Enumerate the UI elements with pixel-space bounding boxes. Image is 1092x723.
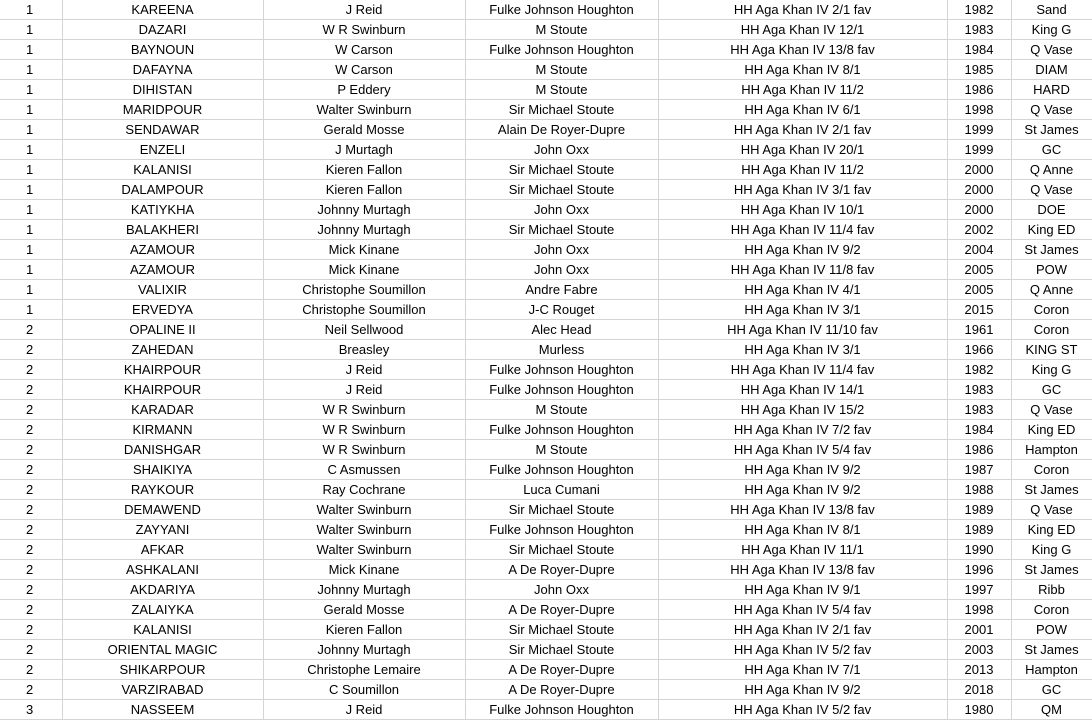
table-row <box>0 200 1092 220</box>
trainer-cell[interactable]: J-C Rouget <box>465 300 658 320</box>
position-cell[interactable]: 1 <box>0 100 62 120</box>
table-row <box>0 320 1092 340</box>
horse-cell[interactable]: ORIENTAL MAGIC <box>62 640 263 660</box>
table-row <box>0 560 1092 580</box>
trainer-cell[interactable]: Fulke Johnson Houghton <box>465 460 658 480</box>
table-row <box>0 340 1092 360</box>
trainer-cell[interactable]: A De Royer-Dupre <box>465 660 658 680</box>
horse-cell[interactable]: VARZIRABAD <box>62 680 263 700</box>
table-row <box>0 260 1092 280</box>
jockey-cell[interactable]: Neil Sellwood <box>263 320 465 340</box>
trainer-cell[interactable]: A De Royer-Dupre <box>465 560 658 580</box>
table-row <box>0 620 1092 640</box>
race-cell[interactable]: Q Vase <box>1011 180 1092 200</box>
horse-cell[interactable]: ZAYYANI <box>62 520 263 540</box>
trainer-cell[interactable]: Sir Michael Stoute <box>465 640 658 660</box>
jockey-cell[interactable]: Christophe Soumillon <box>263 300 465 320</box>
owner-odds-cell[interactable]: HH Aga Khan IV 11/4 fav <box>658 360 947 380</box>
year-cell[interactable]: 1961 <box>947 320 1011 340</box>
owner-odds-cell[interactable]: HH Aga Khan IV 3/1 <box>658 300 947 320</box>
race-cell[interactable]: King G <box>1011 360 1092 380</box>
trainer-cell[interactable]: Fulke Johnson Houghton <box>465 360 658 380</box>
horse-cell[interactable]: KIRMANN <box>62 420 263 440</box>
jockey-cell[interactable]: W Carson <box>263 60 465 80</box>
trainer-cell[interactable]: M Stoute <box>465 20 658 40</box>
year-cell[interactable]: 1983 <box>947 20 1011 40</box>
position-cell[interactable]: 2 <box>0 320 62 340</box>
horse-cell[interactable]: KALANISI <box>62 620 263 640</box>
position-cell[interactable]: 1 <box>0 20 62 40</box>
race-cell[interactable]: Q Anne <box>1011 280 1092 300</box>
year-cell[interactable]: 2004 <box>947 240 1011 260</box>
jockey-cell[interactable]: Gerald Mosse <box>263 600 465 620</box>
owner-odds-cell[interactable]: HH Aga Khan IV 11/4 fav <box>658 220 947 240</box>
jockey-cell[interactable]: C Soumillon <box>263 680 465 700</box>
position-cell[interactable]: 2 <box>0 500 62 520</box>
race-cell[interactable]: Ribb <box>1011 580 1092 600</box>
year-cell[interactable]: 1998 <box>947 600 1011 620</box>
position-cell[interactable]: 1 <box>0 120 62 140</box>
owner-odds-cell[interactable]: HH Aga Khan IV 2/1 fav <box>658 620 947 640</box>
race-cell[interactable]: King ED <box>1011 220 1092 240</box>
year-cell[interactable]: 2003 <box>947 640 1011 660</box>
race-cell[interactable]: Q Vase <box>1011 100 1092 120</box>
position-cell[interactable]: 2 <box>0 660 62 680</box>
position-cell[interactable]: 2 <box>0 400 62 420</box>
jockey-cell[interactable]: W Carson <box>263 40 465 60</box>
owner-odds-cell[interactable]: HH Aga Khan IV 20/1 <box>658 140 947 160</box>
year-cell[interactable]: 1989 <box>947 520 1011 540</box>
horse-cell[interactable]: ZAHEDAN <box>62 340 263 360</box>
owner-odds-cell[interactable]: HH Aga Khan IV 6/1 <box>658 100 947 120</box>
year-cell[interactable]: 1982 <box>947 0 1011 20</box>
horse-cell[interactable]: NASSEEM <box>62 700 263 720</box>
table-row <box>0 300 1092 320</box>
table-row <box>0 680 1092 700</box>
horse-cell[interactable]: MARIDPOUR <box>62 100 263 120</box>
horse-cell[interactable]: KATIYKHA <box>62 200 263 220</box>
year-cell[interactable]: 2005 <box>947 280 1011 300</box>
race-cell[interactable]: POW <box>1011 260 1092 280</box>
trainer-cell[interactable]: Fulke Johnson Houghton <box>465 520 658 540</box>
owner-odds-cell[interactable]: HH Aga Khan IV 11/10 fav <box>658 320 947 340</box>
owner-odds-cell[interactable]: HH Aga Khan IV 11/2 <box>658 80 947 100</box>
trainer-cell[interactable]: Luca Cumani <box>465 480 658 500</box>
trainer-cell[interactable]: Murless <box>465 340 658 360</box>
horse-cell[interactable]: ZALAIYKA <box>62 600 263 620</box>
owner-odds-cell[interactable]: HH Aga Khan IV 9/2 <box>658 680 947 700</box>
race-cell[interactable]: GC <box>1011 140 1092 160</box>
trainer-cell[interactable]: Andre Fabre <box>465 280 658 300</box>
trainer-cell[interactable]: Fulke Johnson Houghton <box>465 420 658 440</box>
table-row <box>0 440 1092 460</box>
horse-cell[interactable]: DANISHGAR <box>62 440 263 460</box>
year-cell[interactable]: 1986 <box>947 440 1011 460</box>
race-cell[interactable]: Hampton <box>1011 660 1092 680</box>
year-cell[interactable]: 1982 <box>947 360 1011 380</box>
table-row <box>0 0 1092 20</box>
position-cell[interactable]: 2 <box>0 580 62 600</box>
owner-odds-cell[interactable]: HH Aga Khan IV 11/8 fav <box>658 260 947 280</box>
table-row <box>0 180 1092 200</box>
jockey-cell[interactable]: C Asmussen <box>263 460 465 480</box>
position-cell[interactable]: 2 <box>0 640 62 660</box>
owner-odds-cell[interactable]: HH Aga Khan IV 5/2 fav <box>658 640 947 660</box>
year-cell[interactable]: 2015 <box>947 300 1011 320</box>
race-cell[interactable]: Coron <box>1011 600 1092 620</box>
trainer-cell[interactable]: Alain De Royer-Dupre <box>465 120 658 140</box>
jockey-cell[interactable]: P Eddery <box>263 80 465 100</box>
horse-cell[interactable]: KHAIRPOUR <box>62 360 263 380</box>
jockey-cell[interactable]: Breasley <box>263 340 465 360</box>
position-cell[interactable]: 2 <box>0 380 62 400</box>
trainer-cell[interactable]: Sir Michael Stoute <box>465 160 658 180</box>
horse-cell[interactable]: AZAMOUR <box>62 260 263 280</box>
position-cell[interactable]: 1 <box>0 280 62 300</box>
race-cell[interactable]: DIAM <box>1011 60 1092 80</box>
table-row <box>0 120 1092 140</box>
race-cell[interactable]: GC <box>1011 380 1092 400</box>
horse-cell[interactable]: AKDARIYA <box>62 580 263 600</box>
race-cell[interactable]: Coron <box>1011 460 1092 480</box>
position-cell[interactable]: 1 <box>0 140 62 160</box>
horse-cell[interactable]: AZAMOUR <box>62 240 263 260</box>
jockey-cell[interactable]: W R Swinburn <box>263 440 465 460</box>
position-cell[interactable]: 1 <box>0 180 62 200</box>
jockey-cell[interactable]: Johnny Murtagh <box>263 220 465 240</box>
horse-cell[interactable]: OPALINE II <box>62 320 263 340</box>
table-row <box>0 480 1092 500</box>
trainer-cell[interactable]: M Stoute <box>465 440 658 460</box>
jockey-cell[interactable]: J Reid <box>263 360 465 380</box>
jockey-cell[interactable]: J Reid <box>263 380 465 400</box>
race-cell[interactable]: GC <box>1011 680 1092 700</box>
jockey-cell[interactable]: Mick Kinane <box>263 560 465 580</box>
position-cell[interactable]: 2 <box>0 360 62 380</box>
owner-odds-cell[interactable]: HH Aga Khan IV 8/1 <box>658 520 947 540</box>
race-cell[interactable]: St James <box>1011 560 1092 580</box>
trainer-cell[interactable]: Fulke Johnson Houghton <box>465 0 658 20</box>
race-cell[interactable]: KING ST <box>1011 340 1092 360</box>
jockey-cell[interactable]: Kieren Fallon <box>263 160 465 180</box>
race-cell[interactable]: DOE <box>1011 200 1092 220</box>
jockey-cell[interactable]: W R Swinburn <box>263 420 465 440</box>
horse-cell[interactable]: VALIXIR <box>62 280 263 300</box>
owner-odds-cell[interactable]: HH Aga Khan IV 3/1 <box>658 340 947 360</box>
owner-odds-cell[interactable]: HH Aga Khan IV 5/4 fav <box>658 600 947 620</box>
position-cell[interactable]: 2 <box>0 600 62 620</box>
trainer-cell[interactable]: Alec Head <box>465 320 658 340</box>
jockey-cell[interactable]: Walter Swinburn <box>263 520 465 540</box>
position-cell[interactable]: 1 <box>0 160 62 180</box>
owner-odds-cell[interactable]: HH Aga Khan IV 5/2 fav <box>658 700 947 720</box>
table-row <box>0 640 1092 660</box>
race-cell[interactable]: King G <box>1011 540 1092 560</box>
position-cell[interactable]: 2 <box>0 620 62 640</box>
race-cell[interactable]: St James <box>1011 480 1092 500</box>
trainer-cell[interactable]: John Oxx <box>465 240 658 260</box>
year-cell[interactable]: 2002 <box>947 220 1011 240</box>
race-cell[interactable]: Q Anne <box>1011 160 1092 180</box>
horse-cell[interactable]: SENDAWAR <box>62 120 263 140</box>
year-cell[interactable]: 1997 <box>947 580 1011 600</box>
position-cell[interactable]: 1 <box>0 80 62 100</box>
horse-cell[interactable]: DAZARI <box>62 20 263 40</box>
year-cell[interactable]: 1986 <box>947 80 1011 100</box>
year-cell[interactable]: 1987 <box>947 460 1011 480</box>
table-row <box>0 500 1092 520</box>
year-cell[interactable]: 2018 <box>947 680 1011 700</box>
horse-cell[interactable]: KARADAR <box>62 400 263 420</box>
owner-odds-cell[interactable]: HH Aga Khan IV 11/1 <box>658 540 947 560</box>
position-cell[interactable]: 1 <box>0 260 62 280</box>
trainer-cell[interactable]: Sir Michael Stoute <box>465 220 658 240</box>
table-row <box>0 580 1092 600</box>
table-row <box>0 100 1092 120</box>
table-row <box>0 280 1092 300</box>
jockey-cell[interactable]: Walter Swinburn <box>263 100 465 120</box>
horse-cell[interactable]: DEMAWEND <box>62 500 263 520</box>
jockey-cell[interactable]: Gerald Mosse <box>263 120 465 140</box>
jockey-cell[interactable]: Walter Swinburn <box>263 540 465 560</box>
table-row <box>0 80 1092 100</box>
jockey-cell[interactable]: Christophe Soumillon <box>263 280 465 300</box>
table-row <box>0 360 1092 380</box>
year-cell[interactable]: 1966 <box>947 340 1011 360</box>
jockey-cell[interactable]: Johnny Murtagh <box>263 640 465 660</box>
owner-odds-cell[interactable]: HH Aga Khan IV 3/1 fav <box>658 180 947 200</box>
owner-odds-cell[interactable]: HH Aga Khan IV 13/8 fav <box>658 40 947 60</box>
trainer-cell[interactable]: John Oxx <box>465 580 658 600</box>
position-cell[interactable]: 2 <box>0 460 62 480</box>
horse-cell[interactable]: BAYNOUN <box>62 40 263 60</box>
jockey-cell[interactable]: J Reid <box>263 700 465 720</box>
horse-cell[interactable]: SHAIKIYA <box>62 460 263 480</box>
trainer-cell[interactable]: A De Royer-Dupre <box>465 680 658 700</box>
horse-cell[interactable]: BALAKHERI <box>62 220 263 240</box>
year-cell[interactable]: 1980 <box>947 700 1011 720</box>
year-cell[interactable]: 1984 <box>947 40 1011 60</box>
year-cell[interactable]: 2000 <box>947 200 1011 220</box>
owner-odds-cell[interactable]: HH Aga Khan IV 14/1 <box>658 380 947 400</box>
horse-cell[interactable]: ERVEDYA <box>62 300 263 320</box>
year-cell[interactable]: 1999 <box>947 120 1011 140</box>
owner-odds-cell[interactable]: HH Aga Khan IV 9/2 <box>658 460 947 480</box>
race-cell[interactable]: King ED <box>1011 420 1092 440</box>
position-cell[interactable]: 2 <box>0 480 62 500</box>
trainer-cell[interactable]: Fulke Johnson Houghton <box>465 700 658 720</box>
trainer-cell[interactable]: John Oxx <box>465 200 658 220</box>
trainer-cell[interactable]: M Stoute <box>465 60 658 80</box>
horse-cell[interactable]: KALANISI <box>62 160 263 180</box>
table-row <box>0 20 1092 40</box>
horse-cell[interactable]: DAFAYNA <box>62 60 263 80</box>
year-cell[interactable]: 1984 <box>947 420 1011 440</box>
jockey-cell[interactable]: W R Swinburn <box>263 20 465 40</box>
position-cell[interactable]: 2 <box>0 420 62 440</box>
position-cell[interactable]: 1 <box>0 240 62 260</box>
owner-odds-cell[interactable]: HH Aga Khan IV 10/1 <box>658 200 947 220</box>
trainer-cell[interactable]: Sir Michael Stoute <box>465 180 658 200</box>
race-cell[interactable]: Coron <box>1011 320 1092 340</box>
position-cell[interactable]: 2 <box>0 540 62 560</box>
jockey-cell[interactable]: W R Swinburn <box>263 400 465 420</box>
jockey-cell[interactable]: Kieren Fallon <box>263 620 465 640</box>
trainer-cell[interactable]: Sir Michael Stoute <box>465 540 658 560</box>
table-row <box>0 540 1092 560</box>
trainer-cell[interactable]: John Oxx <box>465 140 658 160</box>
owner-odds-cell[interactable]: HH Aga Khan IV 2/1 fav <box>658 0 947 20</box>
race-cell[interactable]: King ED <box>1011 520 1092 540</box>
jockey-cell[interactable]: Johnny Murtagh <box>263 580 465 600</box>
table-row <box>0 520 1092 540</box>
race-cell[interactable]: St James <box>1011 240 1092 260</box>
owner-odds-cell[interactable]: HH Aga Khan IV 13/8 fav <box>658 500 947 520</box>
race-cell[interactable]: Q Vase <box>1011 40 1092 60</box>
jockey-cell[interactable]: Christophe Lemaire <box>263 660 465 680</box>
table-row <box>0 600 1092 620</box>
owner-odds-cell[interactable]: HH Aga Khan IV 8/1 <box>658 60 947 80</box>
jockey-cell[interactable]: Mick Kinane <box>263 260 465 280</box>
year-cell[interactable]: 2000 <box>947 160 1011 180</box>
race-cell[interactable]: St James <box>1011 640 1092 660</box>
position-cell[interactable]: 1 <box>0 60 62 80</box>
year-cell[interactable]: 1983 <box>947 380 1011 400</box>
owner-odds-cell[interactable]: HH Aga Khan IV 2/1 fav <box>658 120 947 140</box>
position-cell[interactable]: 3 <box>0 700 62 720</box>
position-cell[interactable]: 2 <box>0 520 62 540</box>
trainer-cell[interactable]: Sir Michael Stoute <box>465 100 658 120</box>
table-row <box>0 700 1092 720</box>
position-cell[interactable]: 2 <box>0 340 62 360</box>
horse-cell[interactable]: AFKAR <box>62 540 263 560</box>
table-row <box>0 220 1092 240</box>
year-cell[interactable]: 2000 <box>947 180 1011 200</box>
race-cell[interactable]: Hampton <box>1011 440 1092 460</box>
year-cell[interactable]: 1989 <box>947 500 1011 520</box>
race-cell[interactable]: Sand <box>1011 0 1092 20</box>
horse-cell[interactable]: ASHKALANI <box>62 560 263 580</box>
trainer-cell[interactable]: A De Royer-Dupre <box>465 600 658 620</box>
position-cell[interactable]: 2 <box>0 560 62 580</box>
table-row <box>0 660 1092 680</box>
table-row <box>0 460 1092 480</box>
position-cell[interactable]: 1 <box>0 200 62 220</box>
position-cell[interactable]: 2 <box>0 440 62 460</box>
trainer-cell[interactable]: Fulke Johnson Houghton <box>465 40 658 60</box>
trainer-cell[interactable]: M Stoute <box>465 80 658 100</box>
owner-odds-cell[interactable]: HH Aga Khan IV 12/1 <box>658 20 947 40</box>
owner-odds-cell[interactable]: HH Aga Khan IV 7/2 fav <box>658 420 947 440</box>
race-cell[interactable]: St James <box>1011 120 1092 140</box>
owner-odds-cell[interactable]: HH Aga Khan IV 5/4 fav <box>658 440 947 460</box>
owner-odds-cell[interactable]: HH Aga Khan IV 4/1 <box>658 280 947 300</box>
trainer-cell[interactable]: M Stoute <box>465 400 658 420</box>
horse-cell[interactable]: KAREENA <box>62 0 263 20</box>
year-cell[interactable]: 1996 <box>947 560 1011 580</box>
position-cell[interactable]: 1 <box>0 40 62 60</box>
year-cell[interactable]: 1998 <box>947 100 1011 120</box>
jockey-cell[interactable]: Kieren Fallon <box>263 180 465 200</box>
year-cell[interactable]: 1988 <box>947 480 1011 500</box>
table-row <box>0 140 1092 160</box>
race-cell[interactable]: Coron <box>1011 300 1092 320</box>
race-cell[interactable]: QM <box>1011 700 1092 720</box>
horse-cell[interactable]: DALAMPOUR <box>62 180 263 200</box>
owner-odds-cell[interactable]: HH Aga Khan IV 9/1 <box>658 580 947 600</box>
table-row <box>0 60 1092 80</box>
race-cell[interactable]: Q Vase <box>1011 500 1092 520</box>
year-cell[interactable]: 2005 <box>947 260 1011 280</box>
owner-odds-cell[interactable]: HH Aga Khan IV 9/2 <box>658 240 947 260</box>
trainer-cell[interactable]: Sir Michael Stoute <box>465 500 658 520</box>
trainer-cell[interactable]: Fulke Johnson Houghton <box>465 380 658 400</box>
jockey-cell[interactable]: J Murtagh <box>263 140 465 160</box>
jockey-cell[interactable]: Ray Cochrane <box>263 480 465 500</box>
year-cell[interactable]: 1985 <box>947 60 1011 80</box>
position-cell[interactable]: 1 <box>0 220 62 240</box>
owner-odds-cell[interactable]: HH Aga Khan IV 11/2 <box>658 160 947 180</box>
trainer-cell[interactable]: Sir Michael Stoute <box>465 620 658 640</box>
table-row <box>0 240 1092 260</box>
year-cell[interactable]: 2001 <box>947 620 1011 640</box>
table-row <box>0 400 1092 420</box>
table-row <box>0 420 1092 440</box>
horse-cell[interactable]: ENZELI <box>62 140 263 160</box>
jockey-cell[interactable]: Mick Kinane <box>263 240 465 260</box>
year-cell[interactable]: 1990 <box>947 540 1011 560</box>
trainer-cell[interactable]: John Oxx <box>465 260 658 280</box>
position-cell[interactable]: 2 <box>0 680 62 700</box>
position-cell[interactable]: 1 <box>0 0 62 20</box>
horse-cell[interactable]: KHAIRPOUR <box>62 380 263 400</box>
race-cell[interactable]: HARD <box>1011 80 1092 100</box>
owner-odds-cell[interactable]: HH Aga Khan IV 9/2 <box>658 480 947 500</box>
year-cell[interactable]: 1983 <box>947 400 1011 420</box>
race-cell[interactable]: POW <box>1011 620 1092 640</box>
position-cell[interactable]: 1 <box>0 300 62 320</box>
race-cell[interactable]: Q Vase <box>1011 400 1092 420</box>
year-cell[interactable]: 1999 <box>947 140 1011 160</box>
table-row <box>0 380 1092 400</box>
horse-cell[interactable]: RAYKOUR <box>62 480 263 500</box>
owner-odds-cell[interactable]: HH Aga Khan IV 15/2 <box>658 400 947 420</box>
jockey-cell[interactable]: Walter Swinburn <box>263 500 465 520</box>
horse-cell[interactable]: DIHISTAN <box>62 80 263 100</box>
year-cell[interactable]: 2013 <box>947 660 1011 680</box>
jockey-cell[interactable]: Johnny Murtagh <box>263 200 465 220</box>
jockey-cell[interactable]: J Reid <box>263 0 465 20</box>
race-cell[interactable]: King G <box>1011 20 1092 40</box>
horse-cell[interactable]: SHIKARPOUR <box>62 660 263 680</box>
owner-odds-cell[interactable]: HH Aga Khan IV 13/8 fav <box>658 560 947 580</box>
table-row <box>0 160 1092 180</box>
owner-odds-cell[interactable]: HH Aga Khan IV 7/1 <box>658 660 947 680</box>
table-row <box>0 40 1092 60</box>
